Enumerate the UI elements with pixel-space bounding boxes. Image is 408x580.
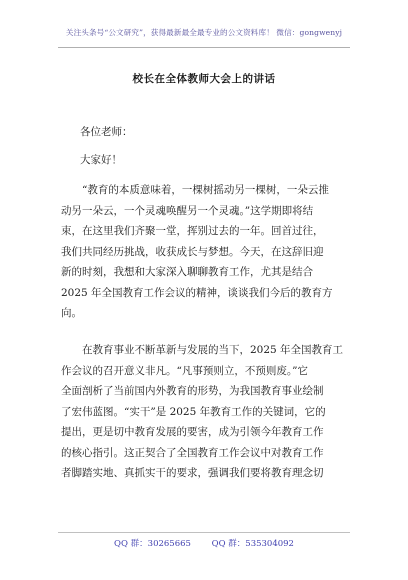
paragraph-line: 2025 年全国教育工作会议的精神，谈谈我们今后的教育方	[61, 286, 333, 299]
paragraph-1	[61, 180, 351, 324]
paragraph-line: 了宏伟蓝图。“实干”是 2025 年教育工作的关键词，它的	[61, 405, 326, 418]
paragraph-line: 的核心指引。这正契合了全国教育工作会议中对教育工作	[61, 446, 324, 459]
paragraph-line: 束，在这里我们齐聚一堂，挥别过去的一年。回首过往，	[61, 225, 324, 237]
footer-qq-group-1: QQ 群：30265665	[114, 539, 191, 549]
paragraph-line: 新的时刻，我想和大家深入聊聊教育工作，尤其是结合	[61, 266, 313, 278]
paragraph-line: 在教育事业不断革新与发展的当下，2025 年全国教育工	[82, 344, 344, 356]
header-divider	[58, 47, 350, 48]
greeting: 大家好！	[80, 154, 122, 166]
paragraph-line: 全面剖析了当前国内外教育的形势，为我国教育事业绘制	[61, 385, 324, 397]
paragraph-2	[61, 340, 351, 484]
document-title: 校长在全体教师大会上的讲话	[132, 73, 276, 85]
paragraph-line: 向。	[61, 307, 82, 319]
paragraph-line: 我们共同经历挑战，收获成长与梦想。今天，在这辞旧迎	[61, 245, 324, 258]
footer	[0, 537, 408, 549]
paragraph-line: 者脚踏实地、真抓实干的要求，强调我们要将教育理念切	[61, 467, 324, 479]
footer-qq-group-2: QQ 群：535304092	[211, 539, 294, 549]
paragraph-line: 提出，更是切中教育发展的要害，成为引领今年教育工作	[61, 426, 324, 438]
paragraph-line: 动另一朵云，一个灵魂唤醒另一个灵魂。”这学期即将结	[61, 204, 314, 217]
footer-divider	[58, 532, 350, 533]
paragraph-line: 作会议的召开意义非凡。“凡事预则立，不预则废。”它	[61, 364, 308, 377]
header-banner: 关注头条号“公文研究”，获得最新最全最专业的公文资料库！ 微信：gongwenyj	[65, 28, 343, 37]
paragraph-line: “教育的本质意味着，一棵树摇动另一棵树，一朵云推	[82, 184, 329, 196]
salutation: 各位老师：	[80, 126, 133, 138]
